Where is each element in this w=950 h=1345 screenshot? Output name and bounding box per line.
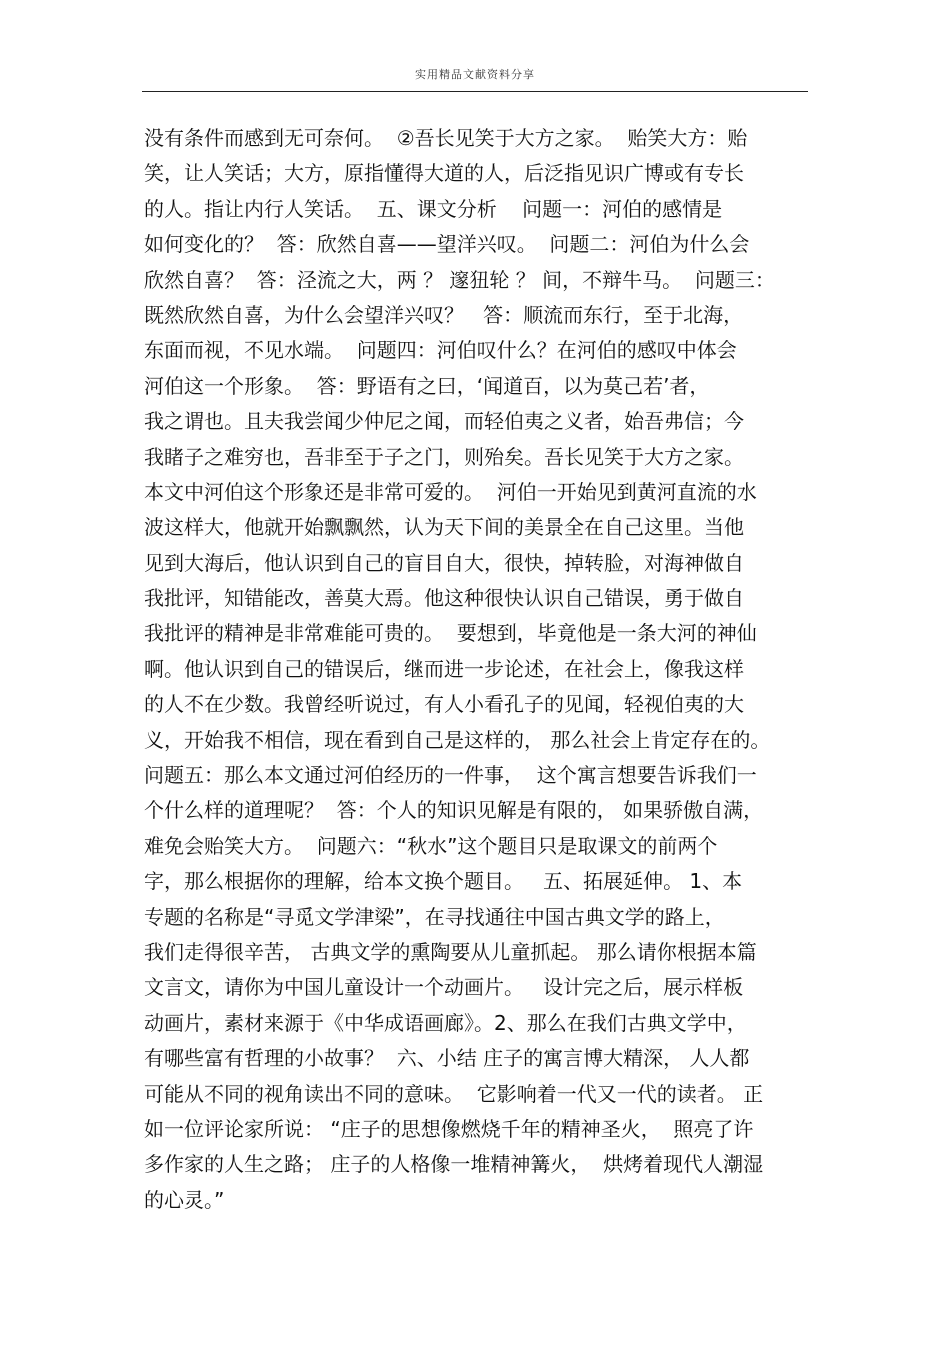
text-line: 我之谓也。且夫我尝闻少仲尼之闻，而轻伯夷之义者，始吾弗信；今 (144, 409, 744, 434)
text-line: 欣然自喜？ 答：泾流之大，两 ？ 邃狃轮 ？ 间，不辩牛马。 问题三： (144, 267, 775, 292)
text-line: 啊。他认识到自己的错误后，继而进一步论述，在社会上，像我这样 (144, 656, 744, 681)
text-line: 字，那么根据你的理解，给本文换个题目。 五、拓展延伸。 1、本 (144, 869, 743, 894)
text-line: 可能从不同的视角读出不同的意味。 它影响着一代又一代的读者。 正 (144, 1081, 764, 1106)
header-divider (142, 91, 808, 92)
page-header: 实用精品文献资料分享 (415, 68, 535, 81)
text-line: 的人。指让内行人笑话。 五、课文分析 问题一：河伯的感情是 (144, 196, 723, 221)
text-line: 难免会贻笑大方。 问题六：“秋水”这个题目只是取课文的前两个 (144, 833, 718, 858)
text-line: 东面而视，不见水端。 问题四：河伯叹什么？在河伯的感叹中体会 (144, 338, 737, 363)
text-line: 河伯这一个形象。 答：野语有之曰，‘闻道百，以为莫己若’者， (144, 373, 710, 398)
text-line: 波这样大，他就开始飘飘然，认为天下间的美景全在自己这里。当他 (144, 515, 744, 540)
body-text (144, 121, 814, 1218)
text-line: 本文中河伯这个形象还是非常可爱的。 河伯一开始见到黄河直流的水 (144, 479, 757, 504)
text-line: 文言文，请你为中国儿童设计一个动画片。 设计完之后，展示样板 (144, 975, 744, 1000)
text-line: 个什么样的道理呢？ 答：个人的知识见解是有限的， 如果骄傲自满， (144, 798, 764, 823)
text-line: 动画片，素材来源于《中华成语画廊》。2、那么在我们古典文学中， (144, 1010, 747, 1035)
text-line: 既然欣然自喜，为什么会望洋兴叹？ 答：顺流而东行，至于北海， (144, 302, 744, 327)
text-line: 的心灵。” (144, 1187, 225, 1212)
text-line: 笑，让人笑话；大方，原指懂得大道的人，后泛指见识广博或有专长 (144, 161, 744, 186)
text-line: 多作家的人生之路； 庄子的人格像一堆精神篝火， 烘烤着现代人潮湿 (144, 1152, 764, 1177)
text-line: 义，开始我不相信，现在看到自己是这样的， 那么社会上肯定存在的。 (144, 727, 771, 752)
text-line: 我们走得很辛苦， 古典文学的熏陶要从儿童抓起。 那么请你根据本篇 (144, 939, 757, 964)
text-line: 我批评的精神是非常难能可贵的。 要想到，毕竟他是一条大河的神仙 (144, 621, 757, 646)
text-line: 如一位评论家所说： “庄子的思想像燃烧千年的精神圣火， 照亮了许 (144, 1116, 754, 1141)
text-line: 如何变化的？ 答：欣然自喜——望洋兴叹。 问题二：河伯为什么会 (144, 232, 750, 257)
text-line: 专题的名称是“寻觅文学津梁”，在寻找通往中国古典文学的路上， (144, 904, 725, 929)
text-line: 我睹子之难穷也，吾非至于子之门，则殆矣。吾长见笑于大方之家。 (144, 444, 744, 469)
text-line: 有哪些富有哲理的小故事？ 六、小结 庄子的寓言博大精深， 人人都 (144, 1046, 750, 1071)
text-line: 问题五：那么本文通过河伯经历的一件事， 这个寓言想要告诉我们一 (144, 763, 757, 788)
text-line: 的人不在少数。我曾经听说过，有人小看孔子的见闻，轻视伯夷的大 (144, 692, 744, 717)
text-line: 没有条件而感到无可奈何。 ②吾长见笑于大方之家。 贻笑大方：贻 (144, 126, 748, 150)
text-line: 我批评，知错能改，善莫大焉。他这种很快认识自己错误，勇于做自 (144, 586, 744, 611)
text-line: 见到大海后，他认识到自己的盲目自大，很快，掉转脸，对海神做自 (144, 550, 744, 575)
